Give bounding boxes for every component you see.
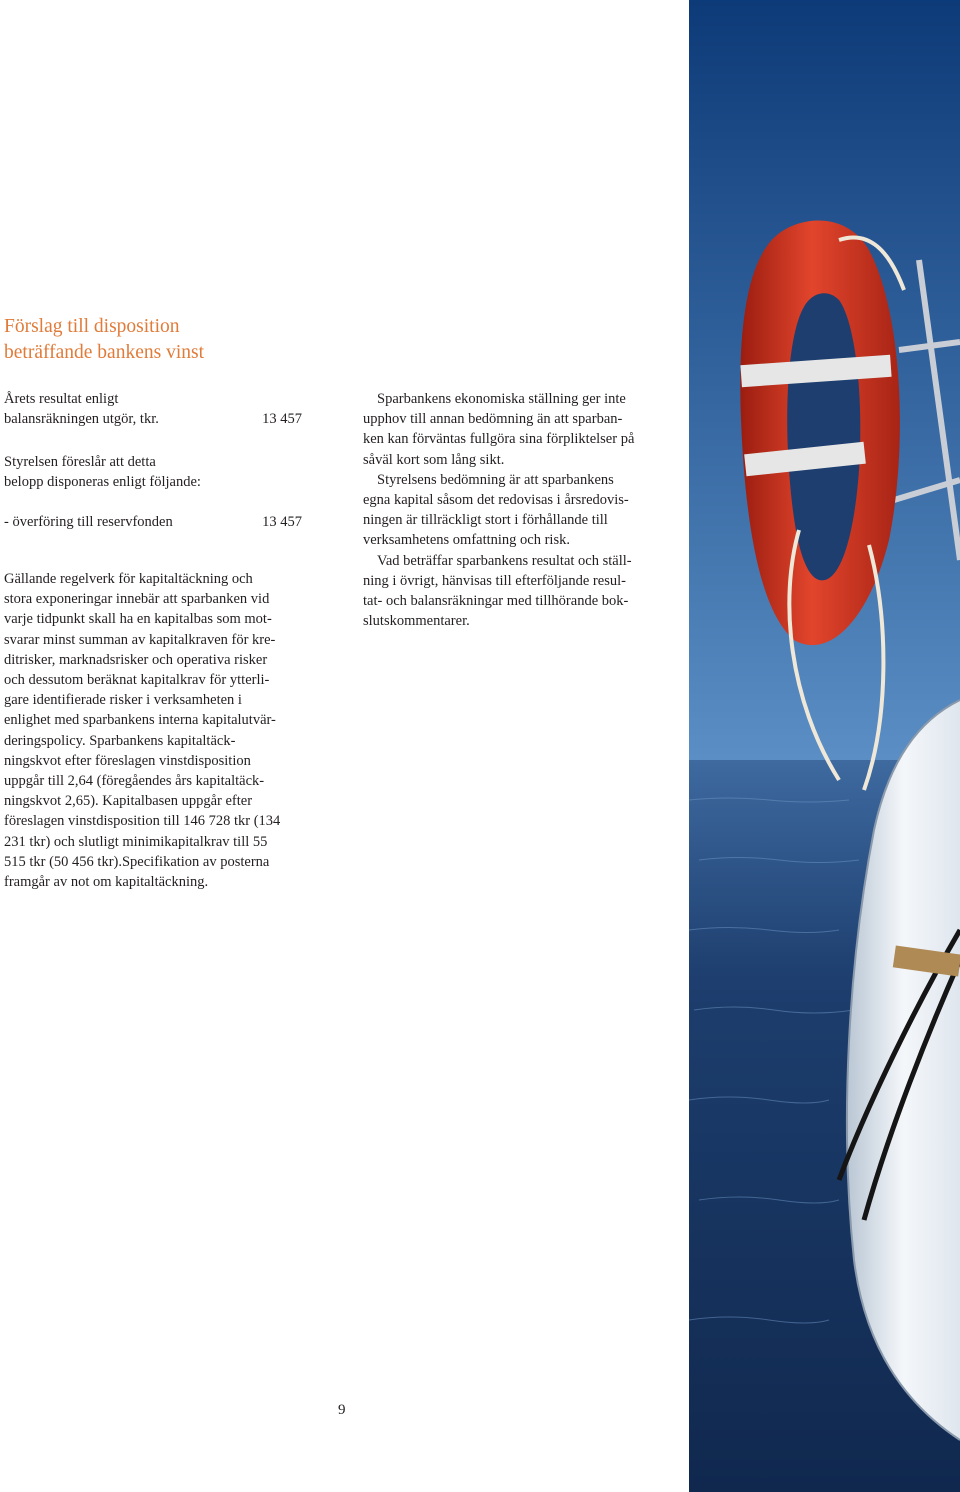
regulation-line: föreslagen vinstdisposition till 146 728 tkr (134 [4, 813, 281, 830]
paragraph-line: ningen är tillräckligt stort i förhållande till [363, 512, 608, 529]
proposal-text [4, 452, 334, 492]
paragraph-line: verksamhetens omfattning och risk. [363, 532, 570, 549]
proposal-line-1: Styrelsen föreslår att detta [4, 454, 156, 470]
transfer-label: - överföring till reservfonden [4, 514, 173, 530]
paragraph-line: Styrelsens bedömning är att sparbankens [377, 471, 614, 488]
paragraph-line: Sparbankens ekonomiska ställning ger inte [377, 391, 626, 407]
page-title-line-2: beträffande bankens vinst [4, 342, 204, 363]
paragraph-line: upphov till annan bedömning än att sparban- [363, 411, 623, 428]
regulation-line: stora exponeringar innebär att sparbanken vid [4, 591, 270, 608]
financial-position-paragraph [363, 389, 683, 470]
result-label-line-2: balansräkningen utgör, tkr. [4, 411, 159, 427]
paragraph-line: ken kan förväntas fullgöra sina förpliktelser på [363, 431, 635, 448]
result-label-line-1: Årets resultat enligt [4, 391, 119, 407]
paragraph-line: såväl kort som lång sikt. [363, 451, 505, 468]
paragraph-line: egna kapital såsom det redovisas i årsredovis- [363, 492, 629, 509]
right-column [363, 389, 683, 631]
equity-assessment-paragraph [363, 470, 683, 551]
paragraph-line: ning i övrigt, hänvisas till efterföljande resul- [363, 572, 626, 589]
page-title-line-1: Förslag till disposition [4, 316, 180, 337]
transfer-value: 13 457 [262, 514, 302, 530]
lifebuoy-boat-photo [689, 0, 960, 1492]
regulation-line: enlighet med sparbankens interna kapitalutvär- [4, 712, 276, 729]
regulation-line: svarar minst summan av kapitalkraven för kre- [4, 631, 276, 648]
results-reference-paragraph [363, 551, 683, 632]
regulation-line: 515 tkr (50 456 tkr).Specifikation av posterna [4, 853, 270, 870]
regulation-paragraph [4, 569, 334, 892]
result-row [4, 409, 302, 429]
regulation-line: ningskvot efter föreslagen vinstdisposition [4, 752, 251, 769]
regulation-line: 231 tkr) och slutligt minimikapitalkrav till 55 [4, 833, 268, 850]
page-title [4, 314, 204, 366]
regulation-line: ningskvot 2,65). Kapitalbasen uppgår efter [4, 793, 253, 810]
regulation-line: varje tidpunkt skall ha en kapitalbas som mot- [4, 611, 272, 628]
regulation-line: deringspolicy. Sparbankens kapitaltäck- [4, 732, 236, 749]
proposal-line-2: belopp disponeras enligt följande: [4, 474, 201, 491]
paragraph-line: Vad beträffar sparbankens resultat och ställ- [377, 552, 632, 569]
result-value: 13 457 [262, 411, 302, 427]
paragraph-line: tat- och balansräkningar med tillhörande bok- [363, 593, 629, 610]
regulation-line: gare identifierade risker i verksamheten i [4, 692, 242, 709]
regulation-line: ditrisker, marknadsrisker och operativa risker [4, 651, 268, 668]
regulation-line: Gällande regelverk för kapitaltäckning och [4, 571, 253, 587]
regulation-line: och dessutom beräknat kapitalkrav för ytterli- [4, 672, 270, 689]
paragraph-line: slutskommentarer. [363, 613, 470, 630]
page-number: 9 [338, 1402, 346, 1418]
regulation-line: framgår av not om kapitaltäckning. [4, 874, 209, 891]
regulation-line: uppgår till 2,64 (föregåendes års kapitaltäck- [4, 773, 265, 790]
transfer-row [4, 512, 302, 532]
